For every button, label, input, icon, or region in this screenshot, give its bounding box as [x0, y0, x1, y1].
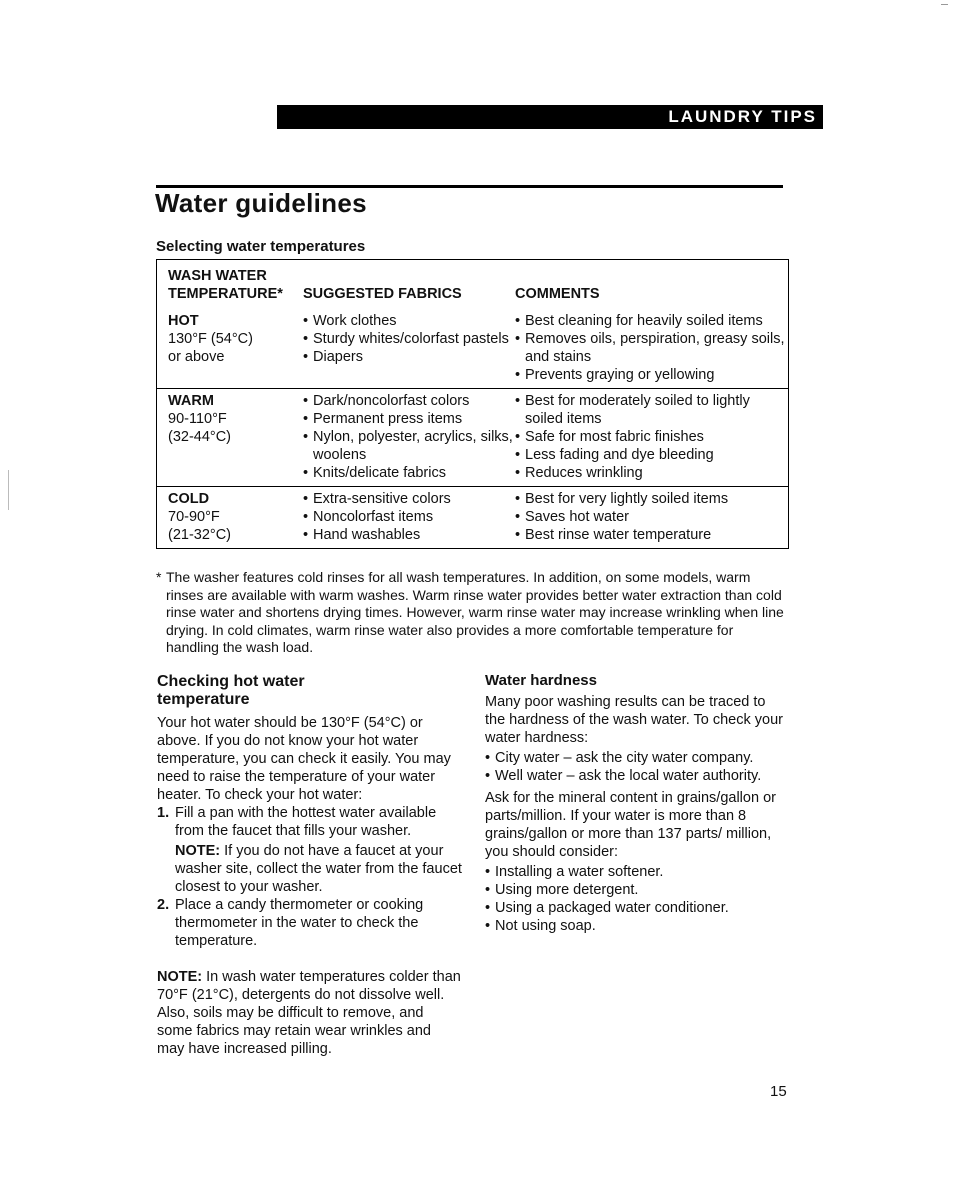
- fabrics-cell: [303, 389, 515, 487]
- fabric-item: • Extra-sensitive colors: [303, 490, 515, 508]
- fabric-item: • Nylon, polyester, acrylics, silks, woolens: [303, 428, 515, 464]
- hardness-solutions-list: [485, 863, 785, 935]
- temperature-name: COLD: [168, 491, 210, 507]
- corner-mark: [941, 4, 948, 5]
- temperature-name: WARM: [168, 393, 214, 409]
- step-number: 2.: [157, 897, 170, 913]
- comment-item: • Best rinse water temperature: [515, 526, 788, 544]
- fabrics-cell: [303, 487, 515, 549]
- list-item: • City water – ask the city water company.: [485, 749, 785, 767]
- temperature-range: 70-90°F: [168, 509, 220, 525]
- comment-item: • Safe for most fabric finishes: [515, 428, 788, 446]
- fabric-item: • Dark/noncolorfast colors: [303, 392, 515, 410]
- comments-cell: [515, 487, 789, 549]
- checking-intro: Your hot water should be 130°F (54°C) or above. If you do not know your hot water temperature, you can check it easily. You may need to raise the temperature of your water heater. To check your hot water:: [157, 715, 451, 803]
- step-1: [157, 804, 462, 896]
- step-text: Place a candy thermometer or cooking thermometer in the water to check the temperature.: [175, 897, 424, 949]
- list-item: • Not using soap.: [485, 917, 785, 935]
- step-text: Fill a pan with the hottest water available from the faucet that fills your washer.: [175, 805, 437, 839]
- step-note: [175, 842, 462, 896]
- checking-note: [157, 968, 462, 1058]
- comment-item: • Best cleaning for heavily soiled items: [515, 312, 788, 330]
- comments-list: [515, 392, 788, 482]
- comments-list: [515, 312, 788, 384]
- step-note-text: If you do not have a faucet at your washer site, collect the water from the faucet closest to your washer.: [175, 843, 462, 895]
- comment-item: • Best for moderately soiled to lightly soiled items: [515, 392, 788, 428]
- footnote-text: * The washer features cold rinses for all wash temperatures. In addition, on some models, warm rinses are available with warm washes. Warm rinse water provides better water extraction than cold rinse water and shortens drying times. However, warm rinse water may increase wrinkling when line drying. In cold climates, warm rinse water also provides a more comfortable temperature for handling the wash load.: [156, 569, 788, 657]
- fabrics-list: [303, 490, 515, 544]
- comment-item: • Prevents graying or yellowing: [515, 366, 788, 384]
- note-text: In wash water temperatures colder than 70°F (21°C), detergents do not dissolve well. Also, soils may be difficult to remove, and some fabrics may retain wear wrinkles and may have increased pilling.: [157, 969, 461, 1057]
- temperature-range: 130°F (54°C): [168, 331, 253, 347]
- comments-list: [515, 490, 788, 544]
- step-number: 1.: [157, 805, 170, 821]
- header-comments: COMMENTS: [515, 286, 600, 302]
- fabric-item: • Hand washables: [303, 526, 515, 544]
- comment-item: • Best for very lightly soiled items: [515, 490, 788, 508]
- comments-cell: [515, 389, 789, 487]
- header-wash-water-line2: TEMPERATURE*: [168, 286, 283, 302]
- page-number: 15: [770, 1083, 787, 1100]
- temperature-range-alt: or above: [168, 349, 225, 365]
- section-banner: LAUNDRY TIPS: [277, 105, 823, 129]
- temperature-range: 90-110°F: [168, 411, 227, 427]
- hardness-para: Ask for the mineral content in grains/gallon or parts/million. If your water is more than 8 grains/gallon or more than 137 parts/ million, you should consider:: [485, 790, 776, 860]
- list-item: • Using a packaged water conditioner.: [485, 899, 785, 917]
- header-wash-water-line1: WASH WATER: [168, 268, 267, 284]
- list-item: • Using more detergent.: [485, 881, 785, 899]
- step-note-label: NOTE:: [175, 843, 221, 859]
- fabric-item: • Sturdy whites/colorfast pastels: [303, 330, 515, 348]
- table-row: [157, 487, 789, 549]
- comment-item: • Reduces wrinkling: [515, 464, 788, 482]
- temperature-cell: [157, 309, 304, 389]
- list-item: • Well water – ask the local water authority.: [485, 767, 785, 785]
- comment-item: • Saves hot water: [515, 508, 788, 526]
- fabric-item: • Noncolorfast items: [303, 508, 515, 526]
- hardness-intro: Many poor washing results can be traced to the hardness of the wash water. To check your water hardness:: [485, 694, 783, 746]
- temperature-cell: [157, 487, 304, 549]
- fabric-item: • Permanent press items: [303, 410, 515, 428]
- step-2: [157, 896, 462, 950]
- fabrics-list: [303, 392, 515, 482]
- section-heading-checking: [157, 673, 305, 709]
- temperature-range-alt: (32-44°C): [168, 429, 232, 445]
- comment-item: • Less fading and dye bleeding: [515, 446, 788, 464]
- checking-heading-line1: Checking hot water: [157, 673, 305, 690]
- hardness-column: [485, 693, 785, 935]
- fabric-item: • Diapers: [303, 348, 515, 366]
- comment-item: • Removes oils, perspiration, greasy soils, and stains: [515, 330, 788, 366]
- fabric-item: • Work clothes: [303, 312, 515, 330]
- fabric-item: • Knits/delicate fabrics: [303, 464, 515, 482]
- checking-heading-line2: temperature: [157, 691, 250, 708]
- hardness-sources-list: [485, 749, 785, 785]
- comments-cell: [515, 309, 789, 389]
- list-item: • Installing a water softener.: [485, 863, 785, 881]
- section-heading-temperatures: Selecting water temperatures: [156, 238, 366, 255]
- header-suggested-fabrics: SUGGESTED FABRICS: [303, 286, 462, 302]
- page-title: Water guidelines: [155, 188, 367, 218]
- note-label: NOTE:: [157, 969, 203, 985]
- temperature-cell: [157, 389, 304, 487]
- section-heading-hardness: Water hardness: [485, 672, 597, 689]
- footnote: [156, 569, 788, 657]
- fabrics-list: [303, 312, 515, 366]
- table-body: [157, 309, 789, 549]
- fabrics-cell: [303, 309, 515, 389]
- checking-column: [157, 714, 462, 1058]
- temperature-name: HOT: [168, 313, 199, 329]
- header-wash-water: [157, 260, 304, 310]
- water-temperature-table: [156, 259, 789, 549]
- checking-steps: [157, 804, 462, 950]
- margin-mark: [8, 470, 9, 510]
- table-row: [157, 309, 789, 389]
- table-row: [157, 389, 789, 487]
- temperature-range-alt: (21-32°C): [168, 527, 232, 543]
